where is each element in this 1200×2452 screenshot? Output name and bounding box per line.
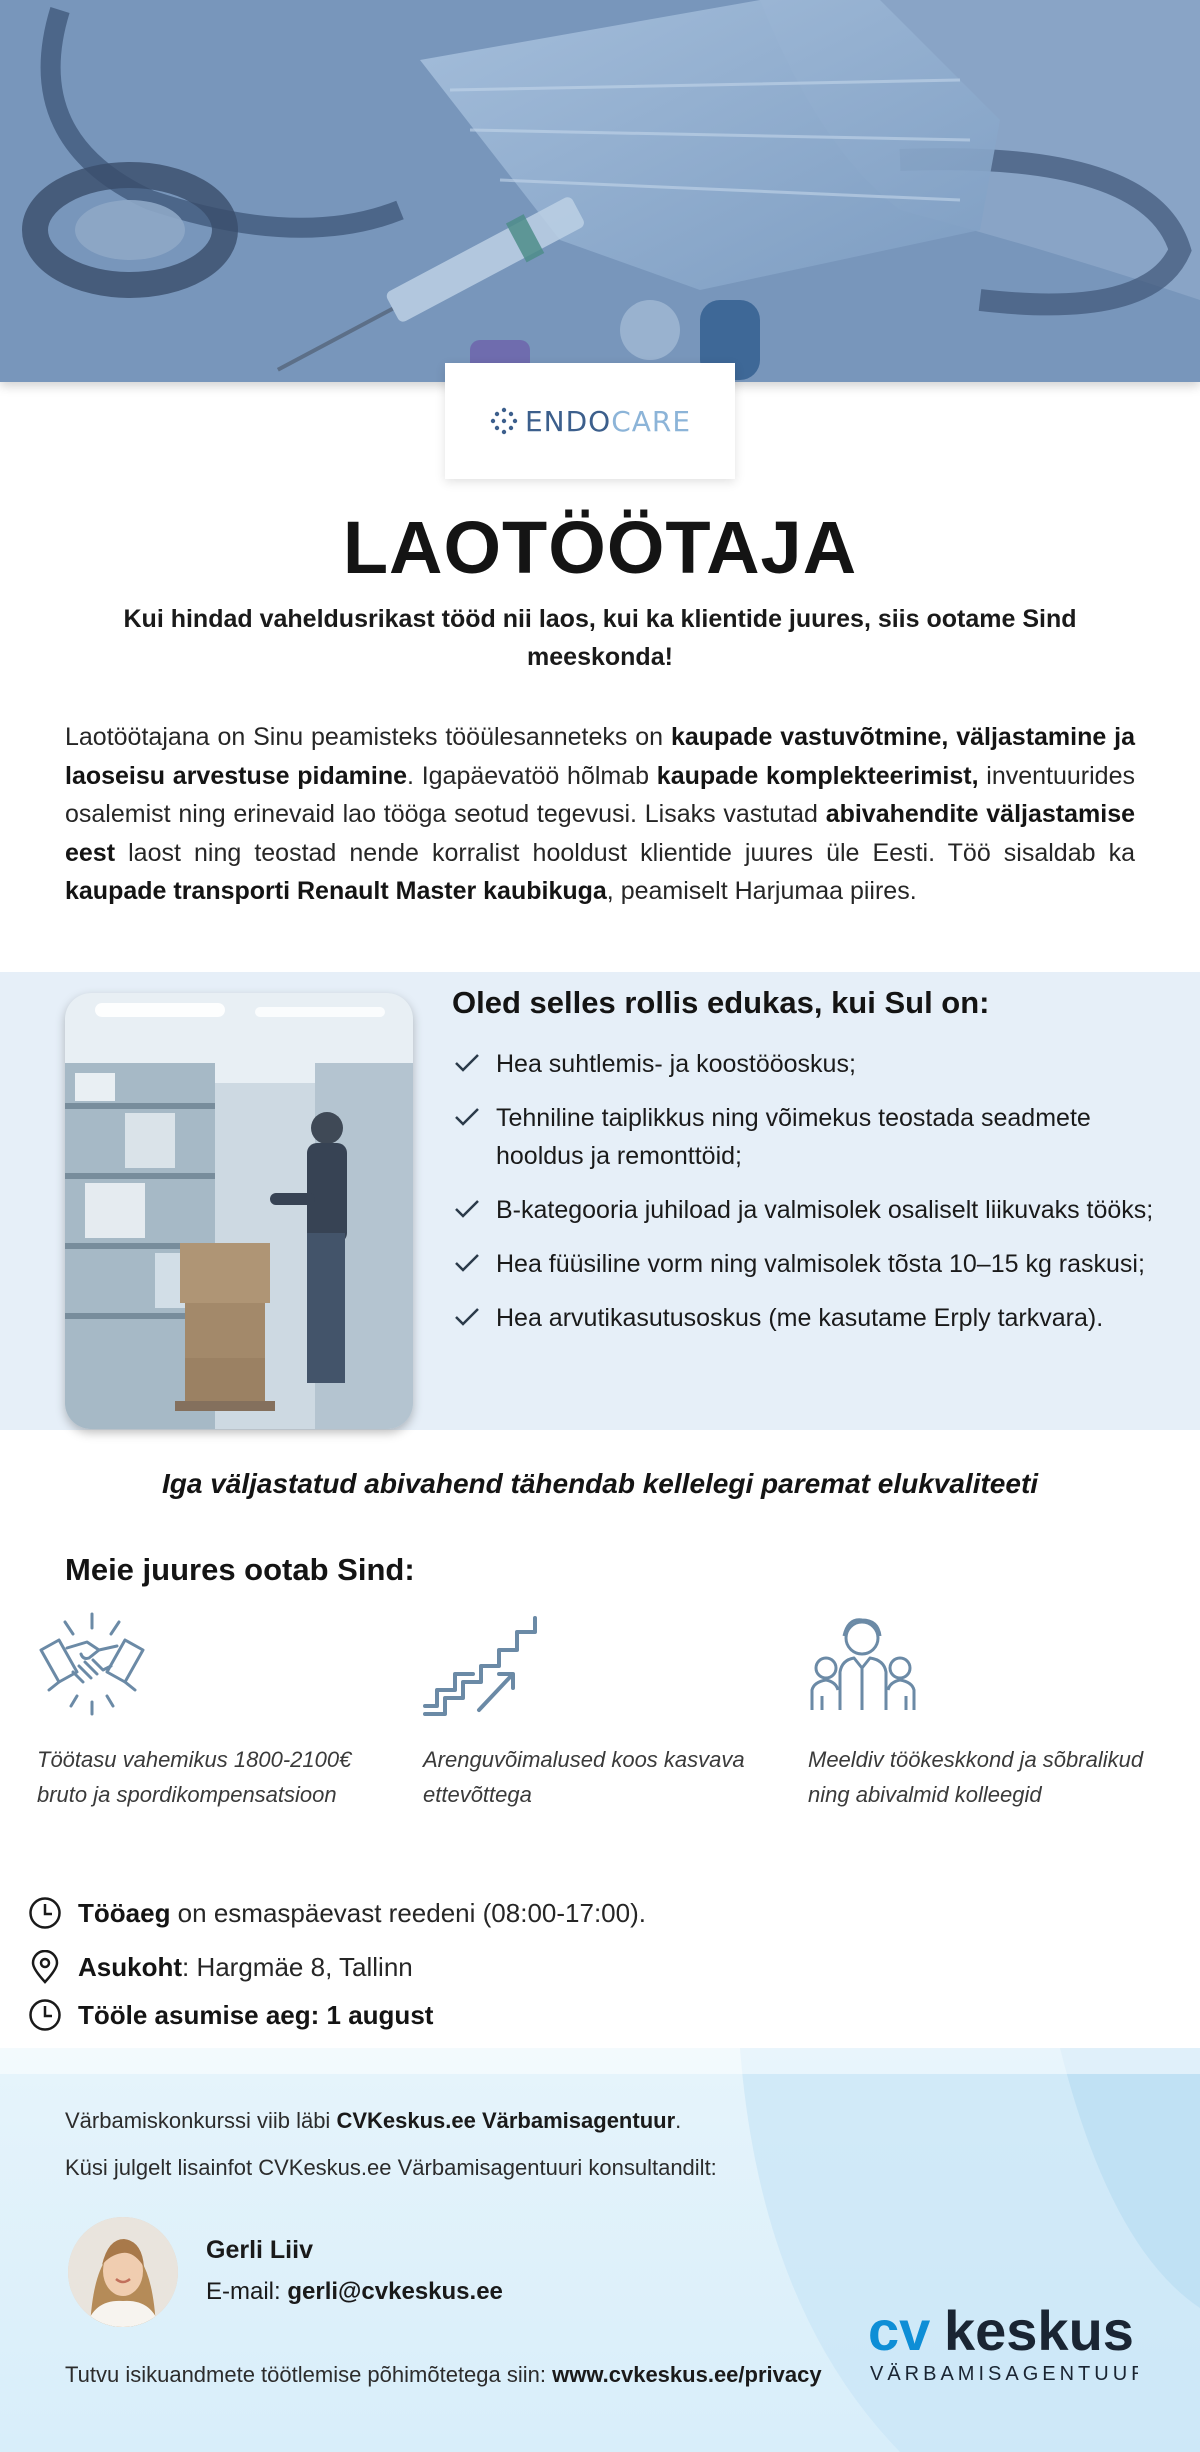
check-icon (454, 1053, 480, 1073)
benefit-salary-text: Töötasu vahemikus 1800-2100€ bruto ja spordikompensatsioon (37, 1747, 352, 1807)
privacy-line: Tutvu isikuandmete töötlemise põhimõtetega siin: www.cvkeskus.ee/privacy (65, 2362, 822, 2387)
clock-icon (28, 1896, 62, 1930)
email-link[interactable]: gerli@cvkeskus.ee (287, 2278, 503, 2305)
privacy-link[interactable]: www.cvkeskus.ee/privacy (552, 2362, 822, 2387)
requirements-list (452, 1045, 1172, 1353)
benefit-growth-text: Arenguvõimalused koos kasvava ettevõttega (423, 1747, 745, 1807)
location-row: Asukoht: Hargmäe 8, Tallinn (28, 1950, 413, 1984)
list-item: Hea füüsiline vorm ning valmisolek tõsta 10–15 kg raskusi; (452, 1245, 1172, 1283)
growth-stairs-icon (423, 1610, 543, 1720)
cvkeskus-logo-sub: VÄRBAMISAGENTUUR (870, 2363, 1138, 2385)
job-subtitle: Kui hindad vaheldusrikast tööd nii laos, kui ka klientide juures, siis ootame Sind meeskonda! (123, 605, 1077, 671)
team-icon (808, 1610, 928, 1720)
check-icon (454, 1107, 480, 1127)
tagline-quote: Iga väljastatud abivahend tähendab kellelegi paremat elukvaliteeti (161, 1468, 1039, 1499)
warehouse-photo (65, 993, 413, 1429)
cvkeskus-logo-cv: cv (868, 2300, 931, 2362)
cvkeskus-logo-keskus: keskus (944, 2300, 1134, 2362)
check-icon (454, 1199, 480, 1219)
check-icon (454, 1253, 480, 1273)
list-item: B-kategooria juhiload ja valmisolek osaliselt liikuvaks tööks; (452, 1191, 1172, 1229)
endocare-mark-icon (489, 406, 519, 436)
footer-contact-intro: Küsi julgelt lisainfot CVKeskus.ee Värbamisagentuuri konsultandilt: (65, 2155, 717, 2180)
company-logo (445, 363, 735, 479)
handshake-icon (37, 1610, 157, 1720)
list-item: Hea suhtlemis- ja koostööoskus; (452, 1045, 1172, 1083)
benefit-team (808, 1610, 1148, 1812)
benefit-salary (37, 1610, 377, 1812)
footer-agency-line: Värbamiskonkurssi viib läbi CVKeskus.ee Värbamisagentuur. (65, 2108, 682, 2133)
cvkeskus-logo (868, 2300, 1138, 2390)
medical-supplies-illustration (0, 0, 1200, 382)
benefits-title: Meie juures ootab Sind: (65, 1552, 415, 1587)
contact-name: Gerli Liiv (206, 2236, 313, 2264)
contact-email: E-mail: gerli@cvkeskus.ee (206, 2278, 503, 2305)
avatar (68, 2217, 178, 2327)
company-logo-text: ENDOCARE (524, 404, 692, 438)
list-item: Tehniline taiplikkus ning võimekus teostada seadmete hooldus ja remonttöid; (452, 1099, 1172, 1175)
hero-image (0, 0, 1200, 382)
start-date-row: Tööle asumise aeg: 1 august (28, 1998, 433, 2032)
requirements-title: Oled selles rollis edukas, kui Sul on: (452, 985, 990, 1020)
list-item: Hea arvutikasutusoskus (me kasutame Erply tarkvara). (452, 1299, 1172, 1337)
benefit-growth (423, 1610, 763, 1812)
job-title: LAOTÖÖTAJA (342, 506, 858, 589)
benefit-team-text: Meeldiv töökeskkond ja sõbralikud ning abivalmid kolleegid (808, 1747, 1144, 1807)
clock-icon (28, 1998, 62, 2032)
worktime-row: Tööaeg on esmaspäevast reedeni (08:00-17:00). (28, 1896, 646, 1930)
job-intro: Laotöötajana on Sinu peamisteks tööülesanneteks on kaupade vastuvõtmine, väljastamine ja laoseisu arvestuse pidamine. Igapäevatöö hõlmab kaupade komplekteerimist, inventuurides osalemist ning erinevaid lao tööga seotud tegevusi. Lisaks vastutad abivahendite väljastamise eest laost ning teostad nende korralist hooldust klientide juures üle Eesti. Töö sisaldab ka kaupade transporti Renault Master kaubikuga, peamiselt Harjumaa piires. (65, 723, 1135, 905)
location-pin-icon (28, 1950, 62, 1984)
check-icon (454, 1307, 480, 1327)
